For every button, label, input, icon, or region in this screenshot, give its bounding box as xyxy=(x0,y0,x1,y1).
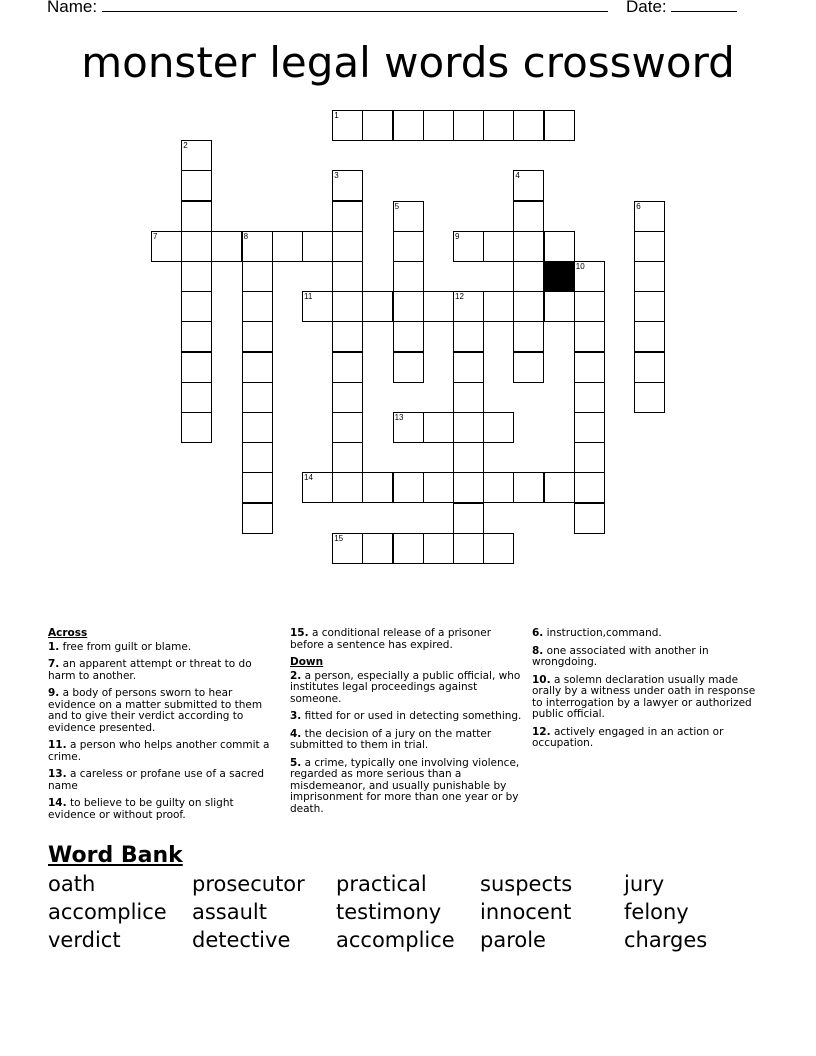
grid-cell[interactable] xyxy=(332,412,363,443)
grid-cell[interactable] xyxy=(393,412,424,443)
grid-cell[interactable] xyxy=(332,110,363,141)
clue-number-label: 3 xyxy=(334,171,339,181)
clue-text: instruction,command. xyxy=(546,627,662,639)
word-bank-word: suspects xyxy=(480,872,573,896)
grid-cell[interactable] xyxy=(483,472,514,503)
grid-cell[interactable] xyxy=(181,261,212,292)
clue-number-label: 12 xyxy=(455,292,464,302)
grid-cell[interactable] xyxy=(634,201,665,232)
grid-cell[interactable] xyxy=(181,140,212,171)
grid-cell[interactable] xyxy=(332,382,363,413)
word-bank-word: oath xyxy=(48,872,96,896)
grid-cell[interactable] xyxy=(423,533,454,564)
clue-across-9 xyxy=(48,688,280,734)
clue-number: 11. xyxy=(48,739,67,751)
word-bank-word: detective xyxy=(192,928,291,952)
grid-cell[interactable] xyxy=(332,291,363,322)
grid-cell[interactable] xyxy=(393,321,424,352)
grid-cell[interactable] xyxy=(483,533,514,564)
grid-cell[interactable] xyxy=(362,472,393,503)
name-label: Name: xyxy=(47,0,98,16)
grid-cell[interactable] xyxy=(453,352,484,383)
grid-cell[interactable] xyxy=(513,201,544,232)
clue-number: 14. xyxy=(48,797,67,809)
word-bank-word: prosecutor xyxy=(192,872,305,896)
clue-down-3 xyxy=(290,711,526,723)
clue-across-1 xyxy=(48,642,280,654)
clue-down-5 xyxy=(290,758,526,816)
grid-cell[interactable] xyxy=(574,382,605,413)
grid-cell[interactable] xyxy=(544,231,575,262)
grid-cell[interactable] xyxy=(302,231,333,262)
grid-cell[interactable] xyxy=(483,412,514,443)
grid-cell[interactable] xyxy=(181,352,212,383)
grid-cell[interactable] xyxy=(302,291,333,322)
clue-text: fitted for or used in detecting something. xyxy=(304,710,522,722)
clue-number-label: 8 xyxy=(243,231,249,241)
clue-number-label: 15 xyxy=(334,533,344,543)
clues-column-2 xyxy=(290,628,526,821)
grid-cell[interactable] xyxy=(634,291,665,322)
grid-cell[interactable] xyxy=(211,231,242,262)
grid-cell[interactable] xyxy=(483,291,514,322)
grid-cell[interactable] xyxy=(242,442,273,473)
grid-cell[interactable] xyxy=(332,231,363,262)
grid-cell[interactable] xyxy=(393,231,424,262)
grid-cell[interactable] xyxy=(513,321,544,352)
clues-column-1 xyxy=(48,628,280,827)
grid-cell[interactable] xyxy=(393,291,424,322)
grid-cell[interactable] xyxy=(181,170,212,201)
clue-number: 9. xyxy=(48,687,60,699)
page-title: monster legal words crossword xyxy=(81,38,735,87)
clue-number: 12. xyxy=(532,725,551,738)
word-bank-word: jury xyxy=(624,872,665,896)
grid-cell[interactable] xyxy=(574,412,605,443)
grid-cell[interactable] xyxy=(634,382,665,413)
grid-cell[interactable] xyxy=(242,382,273,413)
clue-text: actively engaged in an action or occupation. xyxy=(532,725,724,749)
clue-text: a person, especially a public official, who institutes legal proceedings against someone. xyxy=(290,669,521,705)
grid-cell[interactable] xyxy=(453,382,484,413)
grid-cell[interactable] xyxy=(544,291,575,322)
grid-cell[interactable] xyxy=(302,472,333,503)
grid-cell[interactable] xyxy=(574,321,605,352)
grid-cell[interactable] xyxy=(362,110,393,141)
grid-cell[interactable] xyxy=(574,261,605,292)
grid-cell[interactable] xyxy=(423,412,454,443)
clue-number: 7. xyxy=(48,658,60,670)
clue-across-15 xyxy=(290,628,526,651)
clue-text: a solemn declaration usually made orally by a witness under oath in response to interrogation by a lawyer or authorized public official. xyxy=(532,673,756,720)
word-bank-word: charges xyxy=(624,928,708,952)
word-bank-word: verdict xyxy=(48,928,121,952)
grid-cell[interactable] xyxy=(332,533,363,564)
clue-number: 5. xyxy=(290,756,302,769)
clue-number-label: 6 xyxy=(636,201,641,211)
clue-number: 2. xyxy=(290,669,302,682)
grid-cell[interactable] xyxy=(423,110,454,141)
grid-cell[interactable] xyxy=(544,472,575,503)
grid-cell[interactable] xyxy=(332,472,363,503)
grid-cell[interactable] xyxy=(393,533,424,564)
grid-cell[interactable] xyxy=(634,231,665,262)
grid-cell[interactable] xyxy=(574,503,605,534)
clue-number-label: 14 xyxy=(304,473,313,483)
grid-cell[interactable] xyxy=(574,472,605,503)
grid-cell[interactable] xyxy=(332,442,363,473)
clue-number-label: 2 xyxy=(183,141,188,151)
clue-down-6 xyxy=(532,628,768,640)
clue-down-2 xyxy=(290,671,526,706)
grid-cell[interactable] xyxy=(181,291,212,322)
grid-cell[interactable] xyxy=(393,261,424,292)
grid-cell[interactable] xyxy=(453,321,484,352)
clue-number: 15. xyxy=(290,627,309,639)
clue-number: 10. xyxy=(532,673,551,686)
grid-cell[interactable] xyxy=(332,261,363,292)
clue-number: 13. xyxy=(48,768,67,780)
word-bank-word: parole xyxy=(480,928,546,952)
word-bank-word: testimony xyxy=(336,900,442,924)
grid-cell[interactable] xyxy=(574,291,605,322)
word-bank-word: accomplice xyxy=(336,928,455,952)
clue-number: 8. xyxy=(532,644,544,657)
date-label: Date: xyxy=(626,0,667,16)
clue-across-13 xyxy=(48,769,280,792)
grid-cell[interactable] xyxy=(242,503,273,534)
grid-cell[interactable] xyxy=(513,261,544,292)
grid-cell[interactable] xyxy=(181,412,212,443)
clue-across-11 xyxy=(48,740,280,763)
clue-text: the decision of a jury on the matter submitted to them in trial. xyxy=(290,727,492,751)
clue-number-label: 10 xyxy=(575,262,585,271)
grid-cell[interactable] xyxy=(634,261,665,292)
clue-down-8 xyxy=(532,646,768,669)
across-heading: Across xyxy=(48,627,88,639)
word-bank-word: accomplice xyxy=(48,900,167,924)
grid-cell[interactable] xyxy=(453,231,484,262)
down-heading: Down xyxy=(290,656,324,668)
grid-cell[interactable] xyxy=(393,110,424,141)
grid-cell[interactable] xyxy=(242,321,273,352)
clue-number-label: 7 xyxy=(153,231,158,241)
clue-number: 6. xyxy=(532,627,544,639)
clue-text: to believe to be guilty on slight evidence or without proof. xyxy=(48,797,234,821)
clue-text: a careless or profane use of a sacred name xyxy=(48,768,265,792)
clue-number-label: 5 xyxy=(394,201,400,211)
clue-number: 3. xyxy=(290,710,302,722)
grid-cell[interactable] xyxy=(181,231,212,262)
word-bank-title: Word Bank xyxy=(48,843,183,868)
grid-cell[interactable] xyxy=(242,231,273,262)
grid-cell[interactable] xyxy=(272,231,303,262)
clue-number: 4. xyxy=(290,727,302,740)
grid-cell[interactable] xyxy=(453,412,484,443)
grid-cell[interactable] xyxy=(332,170,363,201)
grid-cell[interactable] xyxy=(574,442,605,473)
grid-cell[interactable] xyxy=(513,291,544,322)
grid-cell[interactable] xyxy=(242,261,273,292)
clue-down-12 xyxy=(532,727,768,750)
grid-cell[interactable] xyxy=(483,110,514,141)
clue-text: free from guilt or blame. xyxy=(62,640,192,653)
grid-cell[interactable] xyxy=(332,352,363,383)
grid-cell[interactable] xyxy=(393,201,424,232)
clue-text: a crime, typically one involving violence, regarded as more serious than a misdemeanor, and usually punishable by imprisonment for more than one year or by death. xyxy=(290,756,520,815)
grid-cell[interactable] xyxy=(242,472,273,503)
word-bank xyxy=(48,872,788,952)
clue-text: a conditional release of a prisoner before a sentence has expired. xyxy=(290,627,492,651)
grid-cell[interactable] xyxy=(332,201,363,232)
grid-cell[interactable] xyxy=(513,472,544,503)
clue-across-7 xyxy=(48,659,280,682)
grid-cell[interactable] xyxy=(453,442,484,473)
grid-cell[interactable] xyxy=(574,352,605,383)
grid-cell[interactable] xyxy=(453,110,484,141)
clue-text: a body of persons sworn to hear evidence on a matter submitted to them and to give their verdict according to evidence presented. xyxy=(48,687,263,734)
grid-cell[interactable] xyxy=(242,352,273,383)
clue-number-label: 13 xyxy=(394,413,404,422)
grid-cell[interactable] xyxy=(423,291,454,322)
word-bank-word: assault xyxy=(192,900,267,924)
grid-cell[interactable] xyxy=(483,231,514,262)
grid-cell[interactable] xyxy=(181,321,212,352)
black-cell xyxy=(544,261,575,292)
grid-cell[interactable] xyxy=(393,352,424,383)
grid-cell[interactable] xyxy=(393,472,424,503)
grid-cell[interactable] xyxy=(181,382,212,413)
word-bank-word: felony xyxy=(624,900,689,924)
clue-number-label: 1 xyxy=(334,111,339,120)
clue-number: 1. xyxy=(48,640,60,653)
clue-number-label: 4 xyxy=(515,171,520,181)
grid-cell[interactable] xyxy=(453,533,484,564)
grid-cell[interactable] xyxy=(634,321,665,352)
grid-cell[interactable] xyxy=(362,533,393,564)
clue-text: an apparent attempt or threat to do harm to another. xyxy=(48,658,252,682)
grid-cell[interactable] xyxy=(513,352,544,383)
grid-cell[interactable] xyxy=(634,352,665,383)
clues-column-3 xyxy=(532,628,768,756)
grid-cell[interactable] xyxy=(423,472,454,503)
grid-cell[interactable] xyxy=(453,291,484,322)
grid-cell[interactable] xyxy=(513,231,544,262)
grid-cell[interactable] xyxy=(332,321,363,352)
grid-cell[interactable] xyxy=(362,291,393,322)
grid-cell[interactable] xyxy=(513,170,544,201)
grid-cell[interactable] xyxy=(544,110,575,141)
grid-cell[interactable] xyxy=(453,503,484,534)
word-bank-word: practical xyxy=(336,872,427,896)
clue-number-label: 9 xyxy=(455,231,460,241)
clue-text: a person who helps another commit a crime. xyxy=(48,739,270,763)
clue-down-4 xyxy=(290,729,526,752)
grid-cell[interactable] xyxy=(181,201,212,232)
word-bank-word: innocent xyxy=(480,900,572,924)
clue-across-14 xyxy=(48,798,280,821)
grid-cell[interactable] xyxy=(513,110,544,141)
grid-cell[interactable] xyxy=(242,291,273,322)
grid-cell[interactable] xyxy=(242,412,273,443)
clue-text: one associated with another in wrongdoing. xyxy=(532,644,709,668)
grid-cell[interactable] xyxy=(453,472,484,503)
grid-cell[interactable] xyxy=(151,231,182,262)
clue-down-10 xyxy=(532,675,768,721)
clue-number-label: 11 xyxy=(304,292,313,302)
